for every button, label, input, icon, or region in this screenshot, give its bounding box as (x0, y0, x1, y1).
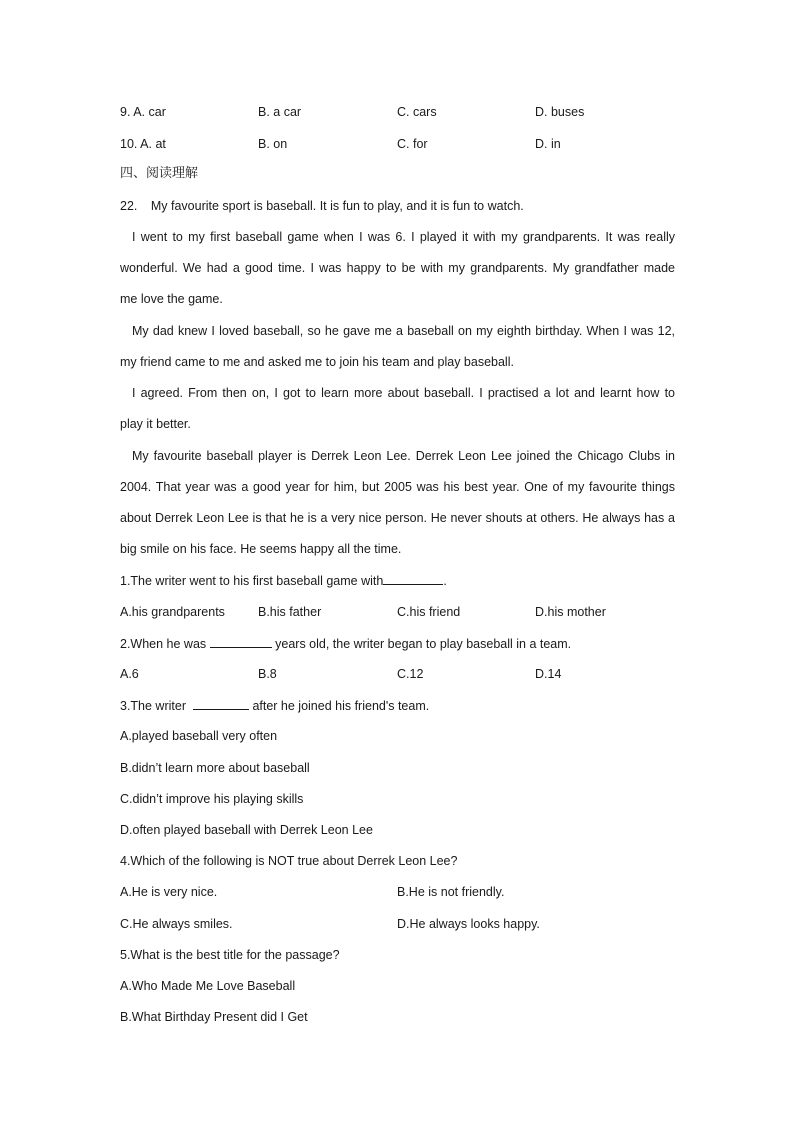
passage-line: I agreed. From then on, I got to learn more about baseball. I practised a lot and learnt how to (132, 386, 675, 400)
passage-line: My favourite baseball player is Derrek Leon Lee. Derrek Leon Lee joined the Chicago Clubs in (132, 449, 675, 463)
q4-option-c: C.He always smiles. (120, 917, 233, 931)
passage-line: me love the game. (120, 292, 223, 306)
passage-line: wonderful. We had a good time. I was happy to be with my grandparents. My grandfather made (120, 261, 675, 275)
q3-option-a: A.played baseball very often (120, 729, 278, 743)
q2-option-a: A.6 (120, 667, 139, 681)
question-1-stem (120, 572, 447, 589)
q4-option-b: B.He is not friendly. (397, 885, 505, 899)
q9-option-c: C. cars (397, 105, 437, 119)
q5-option-b: B.What Birthday Present did I Get (120, 1010, 308, 1024)
q1-option-b: B.his father (258, 605, 322, 619)
q10-option-a: 10. A. at (120, 137, 166, 151)
question-5-stem: 5.What is the best title for the passage? (120, 948, 340, 962)
passage-line: 2004. That year was a good year for him, but 2005 was his best year. One of my favourite things (120, 480, 675, 494)
q10-option-d: D. in (535, 137, 561, 151)
question-1-end: . (443, 574, 447, 588)
question-3-stem (120, 697, 429, 714)
section-heading: 四、阅读理解 (120, 166, 199, 181)
passage-line: My dad knew I loved baseball, so he gave me a baseball on my eighth birthday. When I was 12, (132, 324, 675, 338)
answer-blank (383, 572, 443, 585)
q9-option-a: 9. A. car (120, 105, 166, 119)
passage-first-line (120, 198, 524, 214)
question-3-text: 3.The writer (120, 699, 186, 713)
passage-line: play it better. (120, 417, 191, 431)
question-3-end: after he joined his friend's team. (252, 699, 430, 713)
q2-option-b: B.8 (258, 667, 277, 681)
q3-option-d: D.often played baseball with Derrek Leon Lee (120, 823, 373, 837)
q1-option-a: A.his grandparents (120, 605, 225, 619)
passage-line: big smile on his face. He seems happy all the time. (120, 542, 402, 556)
question-4-stem: 4.Which of the following is NOT true about Derrek Leon Lee? (120, 854, 458, 868)
q5-option-a: A.Who Made Me Love Baseball (120, 979, 296, 993)
q4-option-a: A.He is very nice. (120, 885, 218, 899)
question-2-stem (120, 635, 571, 652)
q9-option-b: B. a car (258, 105, 302, 119)
answer-blank (210, 635, 272, 648)
answer-blank (193, 697, 249, 710)
q3-option-c: C.didn’t improve his playing skills (120, 792, 304, 806)
q4-option-d: D.He always looks happy. (397, 917, 540, 931)
q2-option-d: D.14 (535, 667, 562, 681)
passage-first-sentence: My favourite sport is baseball. It is fun to play, and it is fun to watch. (150, 199, 524, 213)
q2-option-c: C.12 (397, 667, 424, 681)
passage-line: about Derrek Leon Lee is that he is a very nice person. He never shouts at others. He always has a (120, 511, 675, 525)
q1-option-d: D.his mother (535, 605, 606, 619)
q3-option-b: B.didn’t learn more about baseball (120, 761, 310, 775)
q10-option-b: B. on (258, 137, 288, 151)
q1-option-c: C.his friend (397, 605, 461, 619)
passage-line: I went to my first baseball game when I was 6. I played it with my grandparents. It was really (132, 230, 675, 244)
q9-option-d: D. buses (535, 105, 585, 119)
passage-line: my friend came to me and asked me to join his team and play baseball. (120, 355, 514, 369)
q10-option-c: C. for (397, 137, 428, 151)
passage-number: 22. (120, 199, 138, 213)
question-1-text: 1.The writer went to his first baseball game with (120, 574, 384, 588)
question-2-end: years old, the writer began to play baseball in a team. (275, 637, 572, 651)
question-2-text: 2.When he was (120, 637, 207, 651)
